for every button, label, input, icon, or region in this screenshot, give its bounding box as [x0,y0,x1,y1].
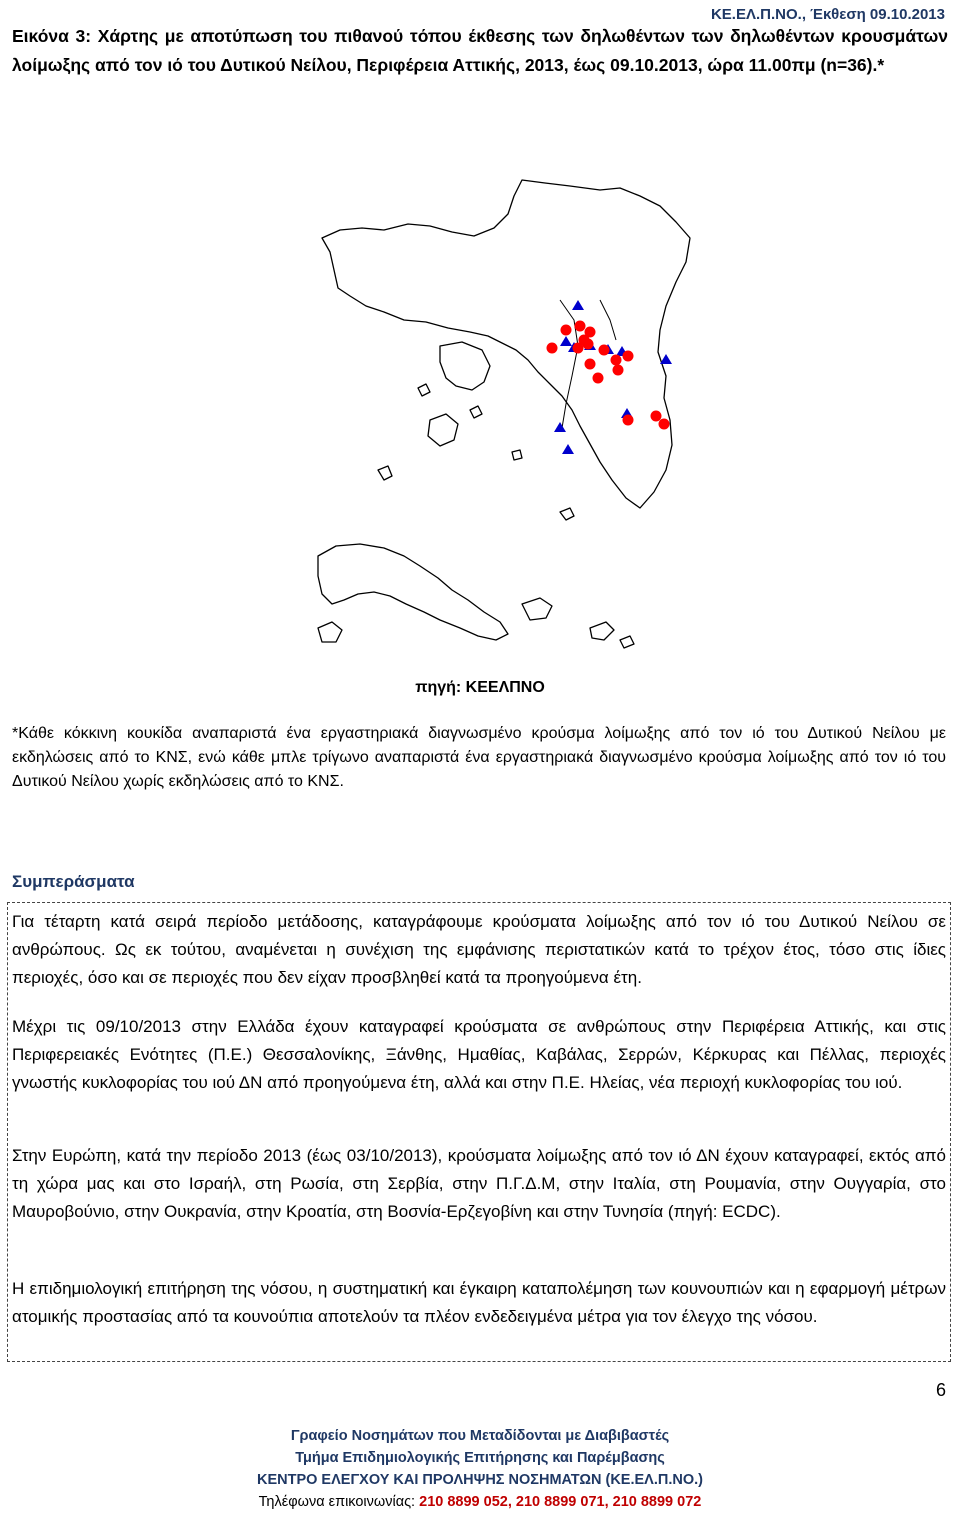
case-triangle [560,336,572,346]
case-dot [651,411,662,422]
case-triangle [572,300,584,310]
case-triangle [554,422,566,432]
case-dot [573,343,584,354]
case-triangle [562,444,574,454]
case-dot [585,359,596,370]
conclusions-paragraph-2: Μέχρι τις 09/10/2013 στην Ελλάδα έχουν καταγραφεί κρούσματα σε ανθρώπους στην Περιφέρεια Αττικής, και στις Περιφερειακές Ενότητες (Π.Ε.) Θεσσαλονίκης, Ξάνθης, Ημαθίας, Καβάλας, Σερρών, Κέρκυρας και Πέλλας, περιοχές γνωστής κυκλοφορίας του ιού ΔΝ από προηγούμενα έτη, αλλά και στην Π.Ε. Ηλείας, νέα περιοχή κυκλοφορίας του ιού. [12,1017,946,1092]
figure-caption: Εικόνα 3: Χάρτης με αποτύπωση του πιθανού τόπου έκθεσης των δηλωθέντων των δηλωθέντων κρουσμάτων λοίμωξης από τον ιό του Δυτικού Νείλου, Περιφέρεια Αττικής, 2013, έως 09.10.2013, ώρα 11.00πμ (n=36).* [12,26,948,75]
case-dot [623,351,634,362]
footer-department: Τμήμα Επιδημιολογικής Επιτήρησης και Παρέμβασης [295,1450,665,1466]
case-dot [623,415,634,426]
figure-note: *Κάθε κόκκινη κουκίδα αναπαριστά ένα εργαστηριακά διαγνωσμένο κρούσμα λοίμωξης από τον ιό του Δυτικού Νείλου με εκδηλώσεις από το ΚΝΣ, ενώ κάθε μπλε τρίγωνο αναπαριστά ένα εργαστηριακά διαγνωσμένο κρούσμα λοίμωξης από τον ιό του Δυτικού Νείλου χωρίς εκδηλώσεις από το ΚΝΣ. [12,725,946,790]
case-dot [575,321,586,332]
case-dot [613,365,624,376]
conclusions-paragraph-3: Στην Ευρώπη, κατά την περίοδο 2013 (έως 03/10/2013), κρούσματα λοίμωξης από τον ιό ΔΝ έχουν καταγραφεί, εκτός από τη χώρα μας και στο Ισραήλ, στη Ρωσία, στη Σερβία, στην Π.Γ.Δ.Μ, στην Ιταλία, στη Ρουμανία, στην Ουγγαρία, στο Μαυροβούνιο, στην Ουκρανία, στην Κροατία, στη Βοσνία-Ερζεγοβίνη και στην Τυνησία (πηγή: ECDC). [12,1146,946,1221]
case-dot [659,419,670,430]
map-outline [318,180,690,648]
case-dot [561,325,572,336]
case-dot [593,373,604,384]
footer-phone-numbers: 210 8899 052, 210 8899 071, 210 8899 072 [419,1494,702,1510]
conclusions-paragraph-4: Η επιδημιολογική επιτήρηση της νόσου, η συστηματική και έγκαιρη καταπολέμηση των κουνουπιών και η εφαρμογή μέτρων ατομικής προστασίας από τα κουνούπια αποτελούν τα πλέον ενδεδειγμένα μέτρα για τον έλεγχο της νόσου. [12,1279,946,1326]
header-report-ref: ΚΕ.ΕΛ.Π.ΝΟ., Έκθεση 09.10.2013 [710,6,945,23]
case-dot [611,355,622,366]
section-title-conclusions: Συμπεράσματα [12,872,135,891]
case-dot [599,345,610,356]
figure-source: πηγή: ΚΕΕΛΠΝΟ [415,679,545,696]
page-footer [0,1425,960,1513]
footer-office: Γραφείο Νοσημάτων που Μεταδίδονται με Διαβιβαστές [290,1428,670,1444]
footer-contact [0,1491,960,1513]
page-number: 6 [935,1380,946,1400]
attica-map [280,160,730,660]
case-dot [583,339,594,350]
case-dot [547,343,558,354]
footer-phone-label: Τηλέφωνα επικοινωνίας: [258,1494,420,1510]
footer-organization: ΚΕΝΤΡΟ ΕΛΕΓΧΟΥ ΚΑΙ ΠΡΟΛΗΨΗΣ ΝΟΣΗΜΑΤΩΝ (ΚΕ.ΕΛ.Π.ΝΟ.) [256,1472,703,1488]
conclusions-paragraph-1: Για τέταρτη κατά σειρά περίοδο μετάδοσης, καταγράφουμε κρούσματα λοίμωξης από τον ιό του Δυτικού Νείλου σε ανθρώπους. Ως εκ τούτου, αναμένεται η συνέχιση της εμφάνισης περιστατικών κατά το τρέχον έτος, τόσο στις ίδιες περιοχές, όσο και σε περιοχές που δεν είχαν προσβληθεί κατά τα προηγούμενα έτη. [12,912,946,987]
case-triangle [660,354,672,364]
